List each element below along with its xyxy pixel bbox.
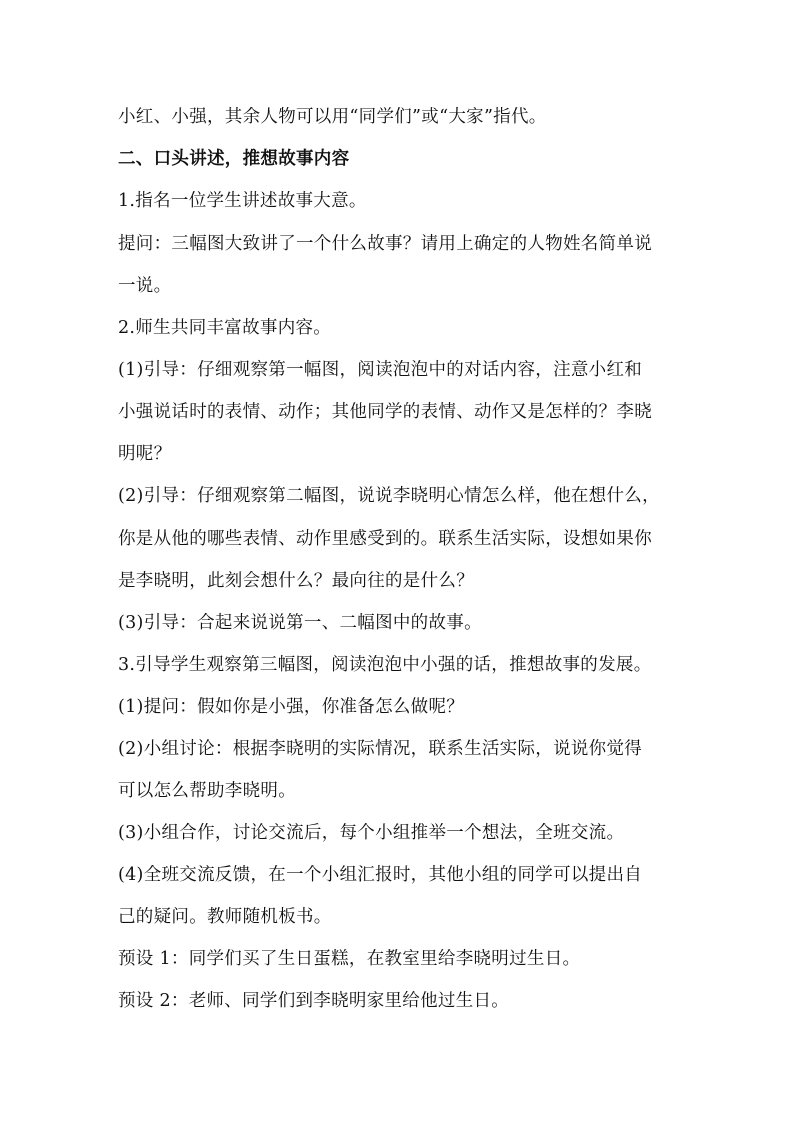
paragraph-line: (4)全班交流反馈，在一个小组汇报时，其他小组的同学可以提出自: [118, 865, 643, 885]
paragraph-line: 小强说话时的表情、动作；其他同学的表情、动作又是怎样的？李晓: [118, 402, 652, 422]
paragraph-line: (2)引导：仔细观察第二幅图，说说李晓明心情怎么样，他在想什么，: [118, 486, 660, 506]
paragraph-line: (3)小组合作，讨论交流后，每个小组推举一个想法，全班交流。: [118, 823, 625, 843]
paragraph-line: 明呢？: [118, 444, 172, 464]
paragraph-line: 提问：三幅图大致讲了一个什么故事？请用上确定的人物姓名简单说: [118, 234, 652, 254]
paragraph-line: 你是从他的哪些表情、动作里感受到的。联系生活实际，设想如果你: [118, 529, 652, 549]
paragraph-line: 小红、小强，其余人物可以用“同学们”或“大家”指代。: [118, 107, 547, 127]
paragraph-line: 己的疑问。教师随机板书。: [118, 907, 332, 927]
paragraph-line: 1.指名一位学生讲述故事大意。: [118, 191, 367, 211]
paragraph-line: 预设 1：同学们买了生日蛋糕，在教室里给李晓明过生日。: [118, 949, 581, 969]
section-heading: 二、口头讲述，推想故事内容: [118, 149, 350, 169]
paragraph-line: (1)提问：假如你是小强，你准备怎么做呢？: [118, 697, 465, 717]
paragraph-line: (3)引导：合起来说说第一、二幅图中的故事。: [118, 613, 482, 633]
paragraph-line: 3.引导学生观察第三幅图，阅读泡泡中小强的话，推想故事的发展。: [118, 655, 652, 675]
paragraph-line: (2)小组讨论：根据李晓明的实际情况，联系生活实际，说说你觉得: [118, 739, 643, 759]
paragraph-line: 是李晓明，此刻会想什么？最向往的是什么？: [118, 571, 474, 591]
paragraph-line: 可以怎么帮助李晓明。: [118, 781, 296, 801]
paragraph-line: 一说。: [118, 276, 172, 296]
paragraph-line: (1)引导：仔细观察第一幅图，阅读泡泡中的对话内容，注意小红和: [118, 360, 643, 380]
paragraph-line: 预设 2：老师、同学们到李晓明家里给他过生日。: [118, 991, 510, 1011]
paragraph-line: 2.师生共同丰富故事内容。: [118, 318, 332, 338]
